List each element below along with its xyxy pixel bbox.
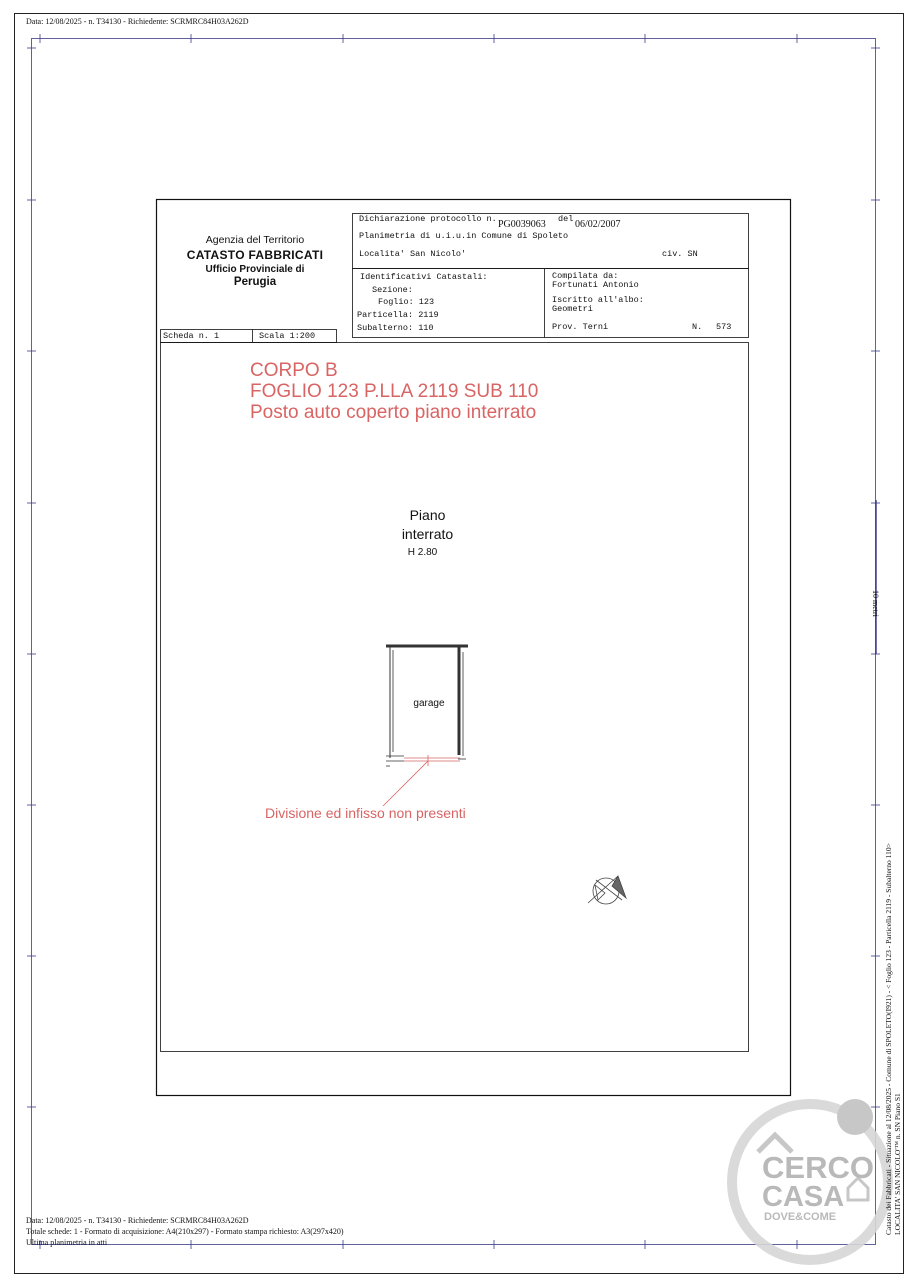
particella-line: Particella: 2119 [357,310,439,320]
localita-line: Localita' San Nicolo' [359,249,467,259]
footer-line3: Ultima planimetria in atti [26,1238,108,1247]
sezione-line: Sezione: [372,285,413,295]
identifiers-title: Identificativi Catastali: [360,272,488,282]
floor-label-line1: Piano [409,507,446,523]
iscritto-label: Iscritto all'albo: [552,295,644,305]
floor-label [390,506,465,544]
civ-line: civ. SN [662,249,698,259]
foglio-line: Foglio: 123 [378,297,435,307]
side-caption-line2: LOCALITA' SAN NICOLO'™ n. SN Piano S1 [893,1093,902,1235]
footer [26,1215,344,1248]
plan-title [250,360,538,423]
watermark-text [720,1140,890,1230]
plan-title-desc: Posto auto coperto piano interrato [250,402,537,423]
agency-city: Perugia [233,276,277,288]
north-arrow-icon [588,876,626,904]
floor-height: H 2.80 [407,547,438,558]
garage-label: garage [413,698,445,709]
prov-value: Prov. Terni [552,322,609,332]
scala-label: Scala 1:200 [259,331,316,341]
scheda-label: Scheda n. 1 [163,331,220,341]
watermark-line2: CASA [762,1181,845,1213]
footer-line2: Totale schede: 1 - Formato di acquisizione: A4(210x297) - Formato stampa richiesto: A3(297x420) [26,1227,344,1236]
subalterno-line: Subalterno: 110 [357,323,434,333]
protocol-number: PG0039063 [498,219,546,230]
n-value: 573 [716,322,732,332]
del-label: del [558,214,574,224]
watermark-line1: CERCO [762,1150,874,1185]
plan-title-corpo: CORPO B [250,360,338,381]
agency-name: Agenzia del Territorio [205,234,305,246]
agency-dept: CATASTO FABBRICATI [186,248,324,262]
header-line: Data: 12/08/2025 - n. T34130 - Richiedente: SCRMRC84H03A262D [26,17,249,26]
protocol-date: 06/02/2007 [575,219,621,230]
compiler-name: Fortunati Antonio [552,280,639,290]
n-label: N. [692,322,703,332]
agency-block [160,234,350,288]
agency-office: Ufficio Provinciale di [205,264,305,275]
watermark-line3: DOVE&COME [764,1211,837,1223]
albo-value: Geometri [552,304,593,314]
floor-label-line2: interrato [401,526,454,542]
note-text: Divisione ed infisso non presenti [265,805,466,821]
protocol-label: Dichiarazione protocollo n. [359,214,497,224]
planimetria-line: Planimetria di u.i.u.in Comune di Spoleto [359,231,569,241]
scale-bar-label: 10 metri [871,590,880,617]
plan-title-foglio: FOGLIO 123 P.LLA 2119 SUB 110 [250,381,539,402]
compilata-label: Compilata da: [552,271,619,281]
footer-line1: Data: 12/08/2025 - n. T34130 - Richiedente: SCRMRC84H03A262D [26,1216,249,1225]
side-caption-line1: Catasto dei Fabbricati - Situazione al 12/08/2025 - Comune di SPOLETO(I921) - < Foglio 123 - Particella 2119 - Subalterno 110> [884,843,893,1235]
